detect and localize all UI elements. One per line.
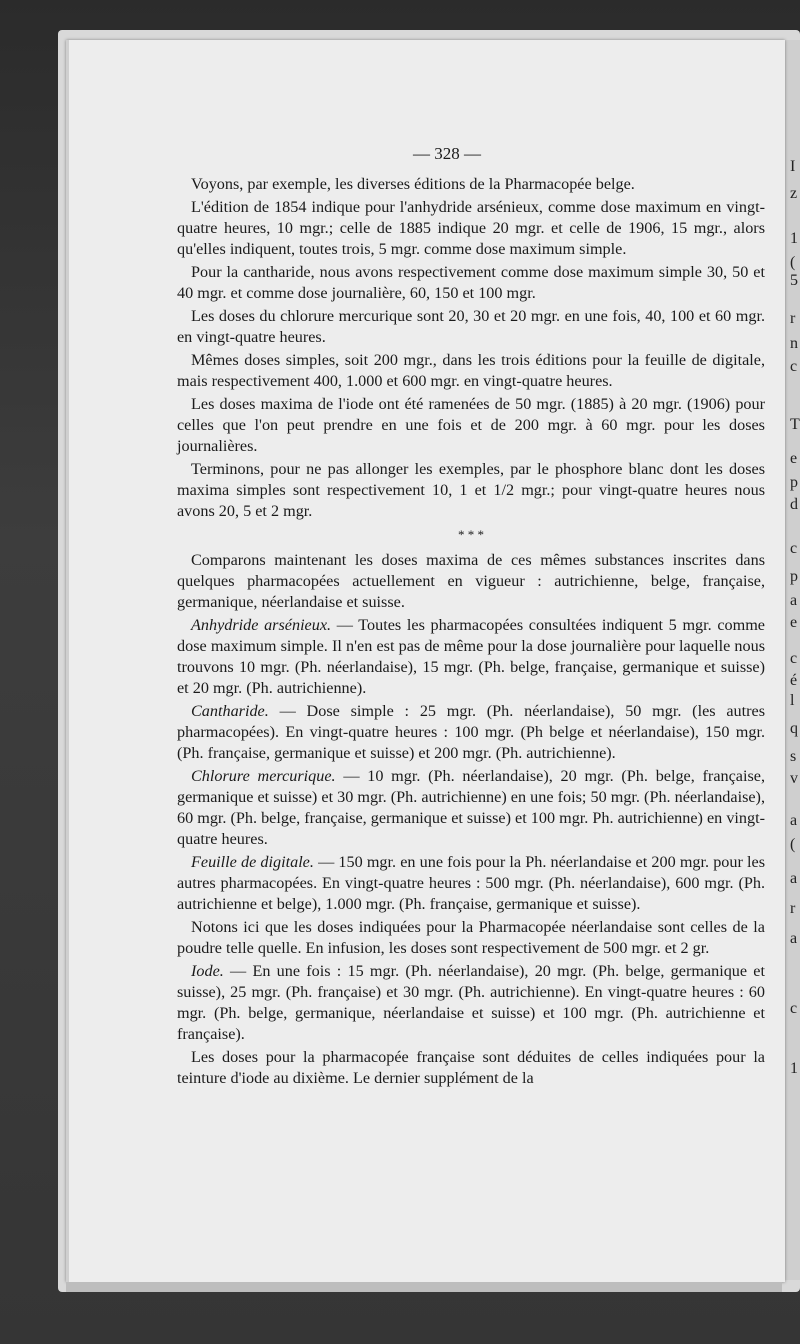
section-separator: * * * <box>458 527 484 542</box>
body-text <box>177 174 765 1091</box>
paragraph <box>177 701 765 764</box>
paragraph-heading: Chlorure mercurique. <box>191 767 336 785</box>
paragraph-body: — 10 mgr. (Ph. néerlandaise), 20 mgr. (Ph. belge, française, germanique et suisse) et 30 mgr. (Ph. autrichienne) en une fois; 50 mgr. (Ph. néerlandaise), 60 mgr. (Ph. belge, française, germanique et suisse) et 100 mgr. Ph. autrichienne) en vingt-quatre heures. <box>177 767 765 848</box>
edge-letter: q <box>790 720 798 737</box>
paragraph-heading: Feuille de digitale. <box>191 853 314 871</box>
paragraph: Les doses maxima de l'iode ont été ramenées de 50 mgr. (1885) à 20 mgr. (1906) pour celles que l'on peut prendre en une fois et de 200 mgr. à 60 mgr. pour les doses journalières. <box>177 395 765 455</box>
edge-letter: z <box>790 185 798 202</box>
page-bottom-edge <box>66 1282 782 1292</box>
edge-letter: T <box>790 416 800 433</box>
edge-letter: s <box>790 748 797 765</box>
edge-letter: 5 <box>790 272 798 289</box>
page-number: — 328 — <box>413 144 481 163</box>
edge-letter: c <box>790 540 798 557</box>
edge-letter: ( <box>790 836 796 853</box>
paragraph-body: — Dose simple : 25 mgr. (Ph. néerlandaise), 50 mgr. (les autres pharmacopées). En vingt-quatre heures : 100 mgr. (Ph belge et néerlandaise), 150 mgr. (Ph. française, germanique et suisse) et 200 mgr. (Ph. autrichienne). <box>177 702 765 762</box>
paragraph: Pour la cantharide, nous avons respectivement comme dose maximum simple 30, 50 et 40 mgr. et comme dose journalière, 60, 150 et 100 mgr. <box>177 263 765 302</box>
edge-letter: d <box>790 496 798 513</box>
paragraph-body: — Toutes les pharmacopées consultées indiquent 5 mgr. comme dose maximum simple. Il n'en est pas de même pour la dose journalière pour laquelle nous trouvons 10 mgr. (Ph. néerlandaise), 15 mgr. (Ph. belge, française, germanique et suisse) et 20 mgr. (Ph. autrichienne). <box>177 616 765 697</box>
edge-letter: e <box>790 614 798 631</box>
edge-letter: c <box>790 650 798 667</box>
paragraph: Mêmes doses simples, soit 200 mgr., dans les trois éditions pour la feuille de digitale, mais respectivement 400, 1.000 et 600 mgr. en vingt-quatre heures. <box>177 351 765 390</box>
paragraph <box>177 852 765 915</box>
paragraph: Les doses du chlorure mercurique sont 20, 30 et 20 mgr. en une fois, 40, 100 et 60 mgr. en vingt-quatre heures. <box>177 307 765 346</box>
edge-letter: v <box>790 770 798 787</box>
paragraph <box>177 961 765 1045</box>
edge-letter: e <box>790 450 798 467</box>
edge-letter: I <box>790 158 796 175</box>
edge-letter: r <box>790 900 796 917</box>
edge-letter: l <box>790 692 795 709</box>
paragraph <box>177 766 765 850</box>
edge-letter: n <box>790 335 798 352</box>
paragraph-body: — 150 mgr. en une fois pour la Ph. néerlandaise et 200 mgr. pour les autres pharmacopées. En vingt-quatre heures : 500 mgr. (Ph. néerlandaise), 600 mgr. (Ph. autrichienne et belge), 1.000 mgr. (Ph. française, germanique et suisse). <box>177 853 765 913</box>
edge-letter: a <box>790 592 798 609</box>
edge-letter: p <box>790 474 798 491</box>
edge-letter: c <box>790 1000 798 1017</box>
edge-letter: a <box>790 930 798 947</box>
edge-letter: p <box>790 568 798 585</box>
book-page <box>66 40 785 1282</box>
edge-letter: a <box>790 870 798 887</box>
paragraph: Les doses pour la pharmacopée française sont déduites de celles indiquées pour la teinture d'iode au dixième. Le dernier supplément de la <box>177 1048 765 1087</box>
paragraph: Voyons, par exemple, les diverses éditions de la Pharmacopée belge. <box>191 175 635 193</box>
paragraph <box>177 615 765 699</box>
paragraph: Comparons maintenant les doses maxima de ces mêmes substances inscrites dans quelques pharmacopées actuellement en vigueur : autrichienne, belge, française, germanique, néerlandaise et suisse. <box>177 551 765 611</box>
paragraph: Terminons, pour ne pas allonger les exemples, par le phosphore blanc dont les doses maxima simples sont respectivement 10, 1 et 1/2 mgr.; pour vingt-quatre heures nous avons 20, 5 et 2 mgr. <box>177 460 765 520</box>
paragraph-heading: Iode. <box>191 962 224 980</box>
edge-letter: a <box>790 812 798 829</box>
edge-letter: 1 <box>790 1060 798 1077</box>
edge-letter: 1 <box>790 230 798 247</box>
paragraph-heading: Cantharide. <box>191 702 269 720</box>
edge-letter: é <box>790 672 798 689</box>
paragraph: Notons ici que les doses indiquées pour la Pharmacopée néerlandaise sont celles de la poudre telle quelle. En infusion, les doses sont respectivement de 500 mgr. et 2 gr. <box>177 918 765 957</box>
paragraph-heading: Anhydride arsénieux. <box>191 616 332 634</box>
edge-letter: ( <box>790 254 796 271</box>
paragraph-body: — En une fois : 15 mgr. (Ph. néerlandaise), 20 mgr. (Ph. belge, germanique et suisse), 25 mgr. (Ph. française) et 30 mgr. (Ph. autrichienne). En vingt-quatre heures : 60 mgr. (Ph. belge, germanique, néerlandaise et suisse) et 100 mgr. (Ph. autrichienne et française). <box>177 962 765 1043</box>
edge-letter: r <box>790 310 796 327</box>
paragraph: L'édition de 1854 indique pour l'anhydride arsénieux, comme dose maximum en vingt-quatre heures, 10 mgr.; celle de 1885 indique 20 mgr. et celle de 1906, 15 mgr., alors qu'elles indiquent, toutes trois, 5 mgr. comme dose maximum simple. <box>177 198 765 258</box>
edge-letter: c <box>790 358 798 375</box>
